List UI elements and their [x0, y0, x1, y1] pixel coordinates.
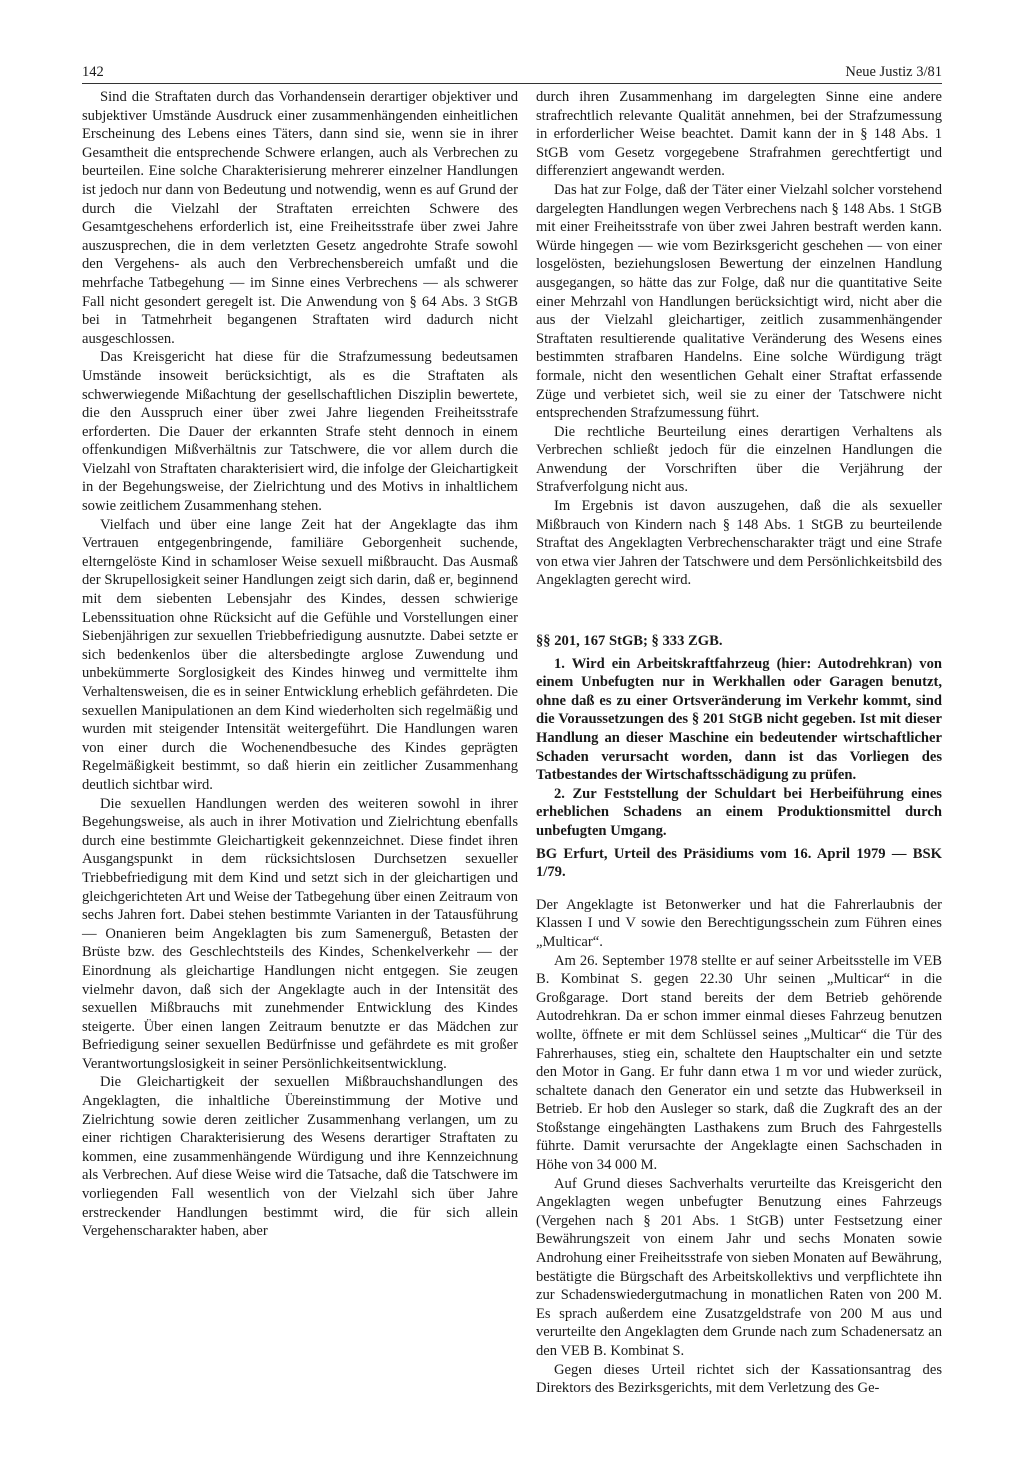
paragraph: Die rechtliche Beurteilung eines derartigen Verhaltens als Verbrechen schließt jedoch für die einzelnen Handlungen die Anwendung der Vorschriften über die Verjährung der Strafverfolgung nicht aus. [536, 423, 942, 496]
journal-issue: Neue Justiz 3/81 [845, 64, 942, 80]
paragraph: Vielfach und über eine lange Zeit hat der Angeklagte das ihm Vertrauen entgegenbringende, familiäre Geborgenheit suchende, elterngelöste Kind in schamloser Weise sexuell mißbraucht. Das Ausmaß der Skrupellosigkeit seiner Handlungen zeigt sich darin, daß er, beginnend mit dem siebenten Lebensjahr des Kindes, dessen schwierige Lebenssituation ohne Rücksicht auf die Gefühle und Vorstellungen einer Siebenjährigen zur sexuellen Triebbefriedigung ausnutzte. Dabei setzte er sich bedenkenlos über die altersbedingte arglose Zuwendung und unbekümmerte Sorglosigkeit des Kindes hinweg und vermittelte ihm Verhaltensweisen, die es in seiner Entwicklung erheblich gefährdeten. Die sexuellen Manipulationen an dem Kind wiederholten sich regelmäßig und wurden mit steigender Intensität weitergeführt. Die Handlungen waren von einer durch die Wochenendbesuche des Kindes geprägten Regelmäßigkeit bestimmt, so daß hierin ein zeitlicher Zusammenhang deutlich sichtbar wird. [82, 516, 518, 793]
case-citation: BG Erfurt, Urteil des Präsidiums vom 16. April 1979 — BSK 1/79. [536, 845, 942, 881]
paragraph: Das Kreisgericht hat diese für die Strafzumessung bedeutsamen Umstände insoweit berücksichtigt, als es die Straftaten als schwerwiegende Mißachtung der gesellschaftlichen Disziplin bewertete, die den Ausspruch einer über zwei Jahre liegenden Freiheitsstrafe erforderten. Die Dauer der erkannten Strafe steht dennoch in einem offenkundigen Mißverhältnis zur Tatschwere, die vor allem durch die Vielzahl von Straftaten charakterisiert wird, die infolge der Gleichartigkeit in der Begehungsweise, der Zielrichtung und des Motivs in inhaltlichem sowie zeitlichem Zusammenhang stehen. [82, 349, 518, 515]
paragraph: Gegen dieses Urteil richtet sich der Kassationsantrag des Direktors des Bezirksgerichts, mit dem Verletzung des Ge- [536, 1361, 942, 1397]
paragraph: Das hat zur Folge, daß der Täter einer Vielzahl solcher vorstehend dargelegten Handlungen wegen Verbrechens nach § 148 Abs. 1 StGB mit einer Freiheitsstrafe von über zwei Jahren bestraft werden kann. Würde hingegen — wie vom Bezirksgericht geschehen — von einer losgelösten, beziehungslosen Bewertung der einzelnen Handlung ausgegangen, so hätte das zur Folge, daß nur die quantitative Seite einer Mehrzahl von Handlungen berücksichtigt wird, nicht aber die aus der Vielzahl gleichartiger, zeitlich zusammenhängender Straftaten resultierende qualitative Veränderung des Wesens eines bestimmten strafbaren Handelns. Eine solche Würdigung trägt formale, nicht den wesentlichen Gehalt einer Straftat erfassende Züge und verbietet sich, weil sie zu einer der Tatschwere nicht entsprechenden Strafzumessung führt. [536, 181, 942, 422]
left-column [82, 88, 518, 1388]
paragraph: durch ihren Zusammenhang im dargelegten Sinne eine andere strafrechtlich relevante Qualität annehmen, bei der Strafzumessung in erforderlicher Weise beachtet. Damit kann der in § 148 Abs. 1 StGB vom Gesetz vorgegebene Strafrahmen gerechtfertigt und differenziert angewandt werden. [536, 89, 942, 180]
paragraph: Der Angeklagte ist Betonwerker und hat die Fahrerlaubnis der Klassen I und V sowie den Berechtigungsschein zum Führen eines „Multicar“. [536, 896, 942, 950]
paragraph: Die sexuellen Handlungen werden des weiteren sowohl in ihrer Begehungsweise, als auch in ihrer Motivation und Zielrichtung ebenfalls durch eine bestimmte Gleichartigkeit gekennzeichnet. Diese findet ihren Ausgangspunkt in dem rücksichtslosen Durchsetzen sexueller Triebbefriedigung mit dem Kind und setzt sich in der gleichartigen und gleichgerichteten Art und Weise der Tatbegehung über einen Zeitraum von sechs Jahren fort. Dabei stehen bestimmte Varianten in der Tatausführung — Onanieren beim Angeklagten bis zum Samenerguß, Betasten der Brüste bzw. des Geschlechtsteils des Kindes, Schenkelverkehr — der Einordnung als gleichartige Handlungen nicht entgegen. Sie zeugen vielmehr davon, daß sich der Angeklagte auch in der Intensität des sexuellen Mißbrauchs mit zunehmender Entwicklung des Kindes steigerte. Über einen langen Zeitraum benutzte er das Mädchen zur Befriedigung seiner sexuellen Bedürfnisse und gefährdete es mit großer Verantwortungslosigkeit in seiner Persönlichkeitsentwicklung. [82, 795, 518, 1072]
page-number: 142 [82, 64, 104, 80]
paragraph: Am 26. September 1978 stellte er auf seiner Arbeitsstelle im VEB B. Kombinat S. gegen 22.30 Uhr seinen „Multicar“ in die Großgarage. Dort stand bereits der dem Betrieb gehörende Autodrehkran. Da er schon immer einmal dieses Fahrzeug benutzen wollte, öffnete er mit dem Schlüssel seines „Multicar“ die Tür des Fahrerhauses, stieg ein, schaltete den Hauptschalter ein und setzte den Motor in Gang. Er fuhr dann etwa 1 m vor und wieder zurück, schaltete danach den Generator ein und setzte das Hubwerkseil in Betrieb. Er hob den Ausleger so stark, daß die Zugkraft des an der Stoßstange eingehängten Lasthakens zum Bruch des Fahrgestells führte. Damit verursachte der Angeklagte einen Sachschaden in Höhe von 34 000 M. [536, 952, 942, 1174]
headnote-1: 1. Wird ein Arbeitskraftfahrzeug (hier: Autodrehkran) von einem Unbefugten nur in Werkhallen oder Garagen benutzt, ohne daß es zu einer Ortsveränderung im Verkehr kommt, sind die Voraussetzungen des § 201 StGB nicht gegeben. Ist mit dieser Handlung an dieser Maschine ein bedeutender wirtschaftlicher Schaden verursacht worden, dann ist das Vorliegen des Tatbestandes der Wirtschaftsschädigung zu prüfen. [536, 655, 942, 784]
paragraph: Auf Grund dieses Sachverhalts verurteilte das Kreisgericht den Angeklagten wegen unbefugter Benutzung eines Fahrzeugs (Vergehen nach § 201 Abs. 1 StGB) unter Festsetzung einer Bewährungszeit von einem Jahr und sechs Monaten sowie Androhung einer Freiheitsstrafe von sieben Monaten auf Bewährung, bestätigte die Bürgschaft des Arbeitskollektivs und verpflichtete ihn zur Schadenswiedergutmachung in monatlichen Raten von 200 M. Es sprach außerdem eine Zusatzgeldstrafe von 200 M aus und verurteilte den Angeklagten dem Grunde nach zum Schadenersatz an den VEB B. Kombinat S. [536, 1175, 942, 1359]
headnote-2: 2. Zur Feststellung der Schuldart bei Herbeiführung eines erheblichen Schadens an einem Produktionsmittel durch unbefugten Umgang. [536, 785, 942, 839]
right-column [536, 88, 943, 1397]
page-header [82, 62, 942, 82]
section-reference: §§ 201, 167 StGB; § 333 ZGB. [536, 633, 723, 650]
paragraph: Die Gleichartigkeit der sexuellen Mißbrauchshandlungen des Angeklagten, die inhaltliche Übereinstimmung der Motive und Zielrichtung sowie deren zeitlicher Zusammenhang verlangen, um zu einer richtigen Charakterisierung des Wesens derartiger Straftaten zu kommen, eine zusammenhängende Würdigung und ihre Kennzeichnung als Verbrechen. Auf diese Weise wird die Tatsache, daß die Tatschwere im vorliegenden Fall wesentlich von der Vielzahl sich über Jahre erstreckender Handlungen bestimmt wird, die für sich allein Vergehenscharakter haben, aber [82, 1074, 518, 1240]
header-rule [82, 83, 942, 84]
paragraph: Im Ergebnis ist davon auszugehen, daß die als sexueller Mißbrauch von Kindern nach § 148 Abs. 1 StGB zu beurteilende Straftat des Angeklagten Verbrechenscharakter trägt und eine Strafe von etwa vier Jahren der Tatschwere und dem Persönlichkeitsbild des Angeklagten gerecht wird. [536, 498, 943, 589]
paragraph: Sind die Straftaten durch das Vorhandensein derartiger objektiver und subjektiver Umstände Ausdruck einer zusammenhängenden einheitlichen Erscheinung des Lebens eines Täters, dann sind sie, wenn sie in ihrer Gesamtheit die entsprechende Schwere erlangen, auch als Verbrechen zu beurteilen. Eine solche Charakterisierung mehrerer einzelner Handlungen ist jedoch nur dann von Bedeutung und notwendig, wenn es auf Grund der durch die Vielzahl der Straftaten erreichten Schwere des Gesamtgeschehens erforderlich ist, eine Freiheitsstrafe über zwei Jahre auszusprechen, die in dem verletzten Gesetz angedrohte Strafe sowohl den Vergehens- als auch den Verbrechensbereich umfaßt und die mehrfache Tatbegehung — im Sinne eines Verbrechens — als schwerer Fall nicht gesondert geregelt ist. Die Anwendung von § 64 Abs. 3 StGB bei in Tatmehrheit begangenen Straftaten wird dadurch nicht ausgeschlossen. [82, 89, 518, 347]
